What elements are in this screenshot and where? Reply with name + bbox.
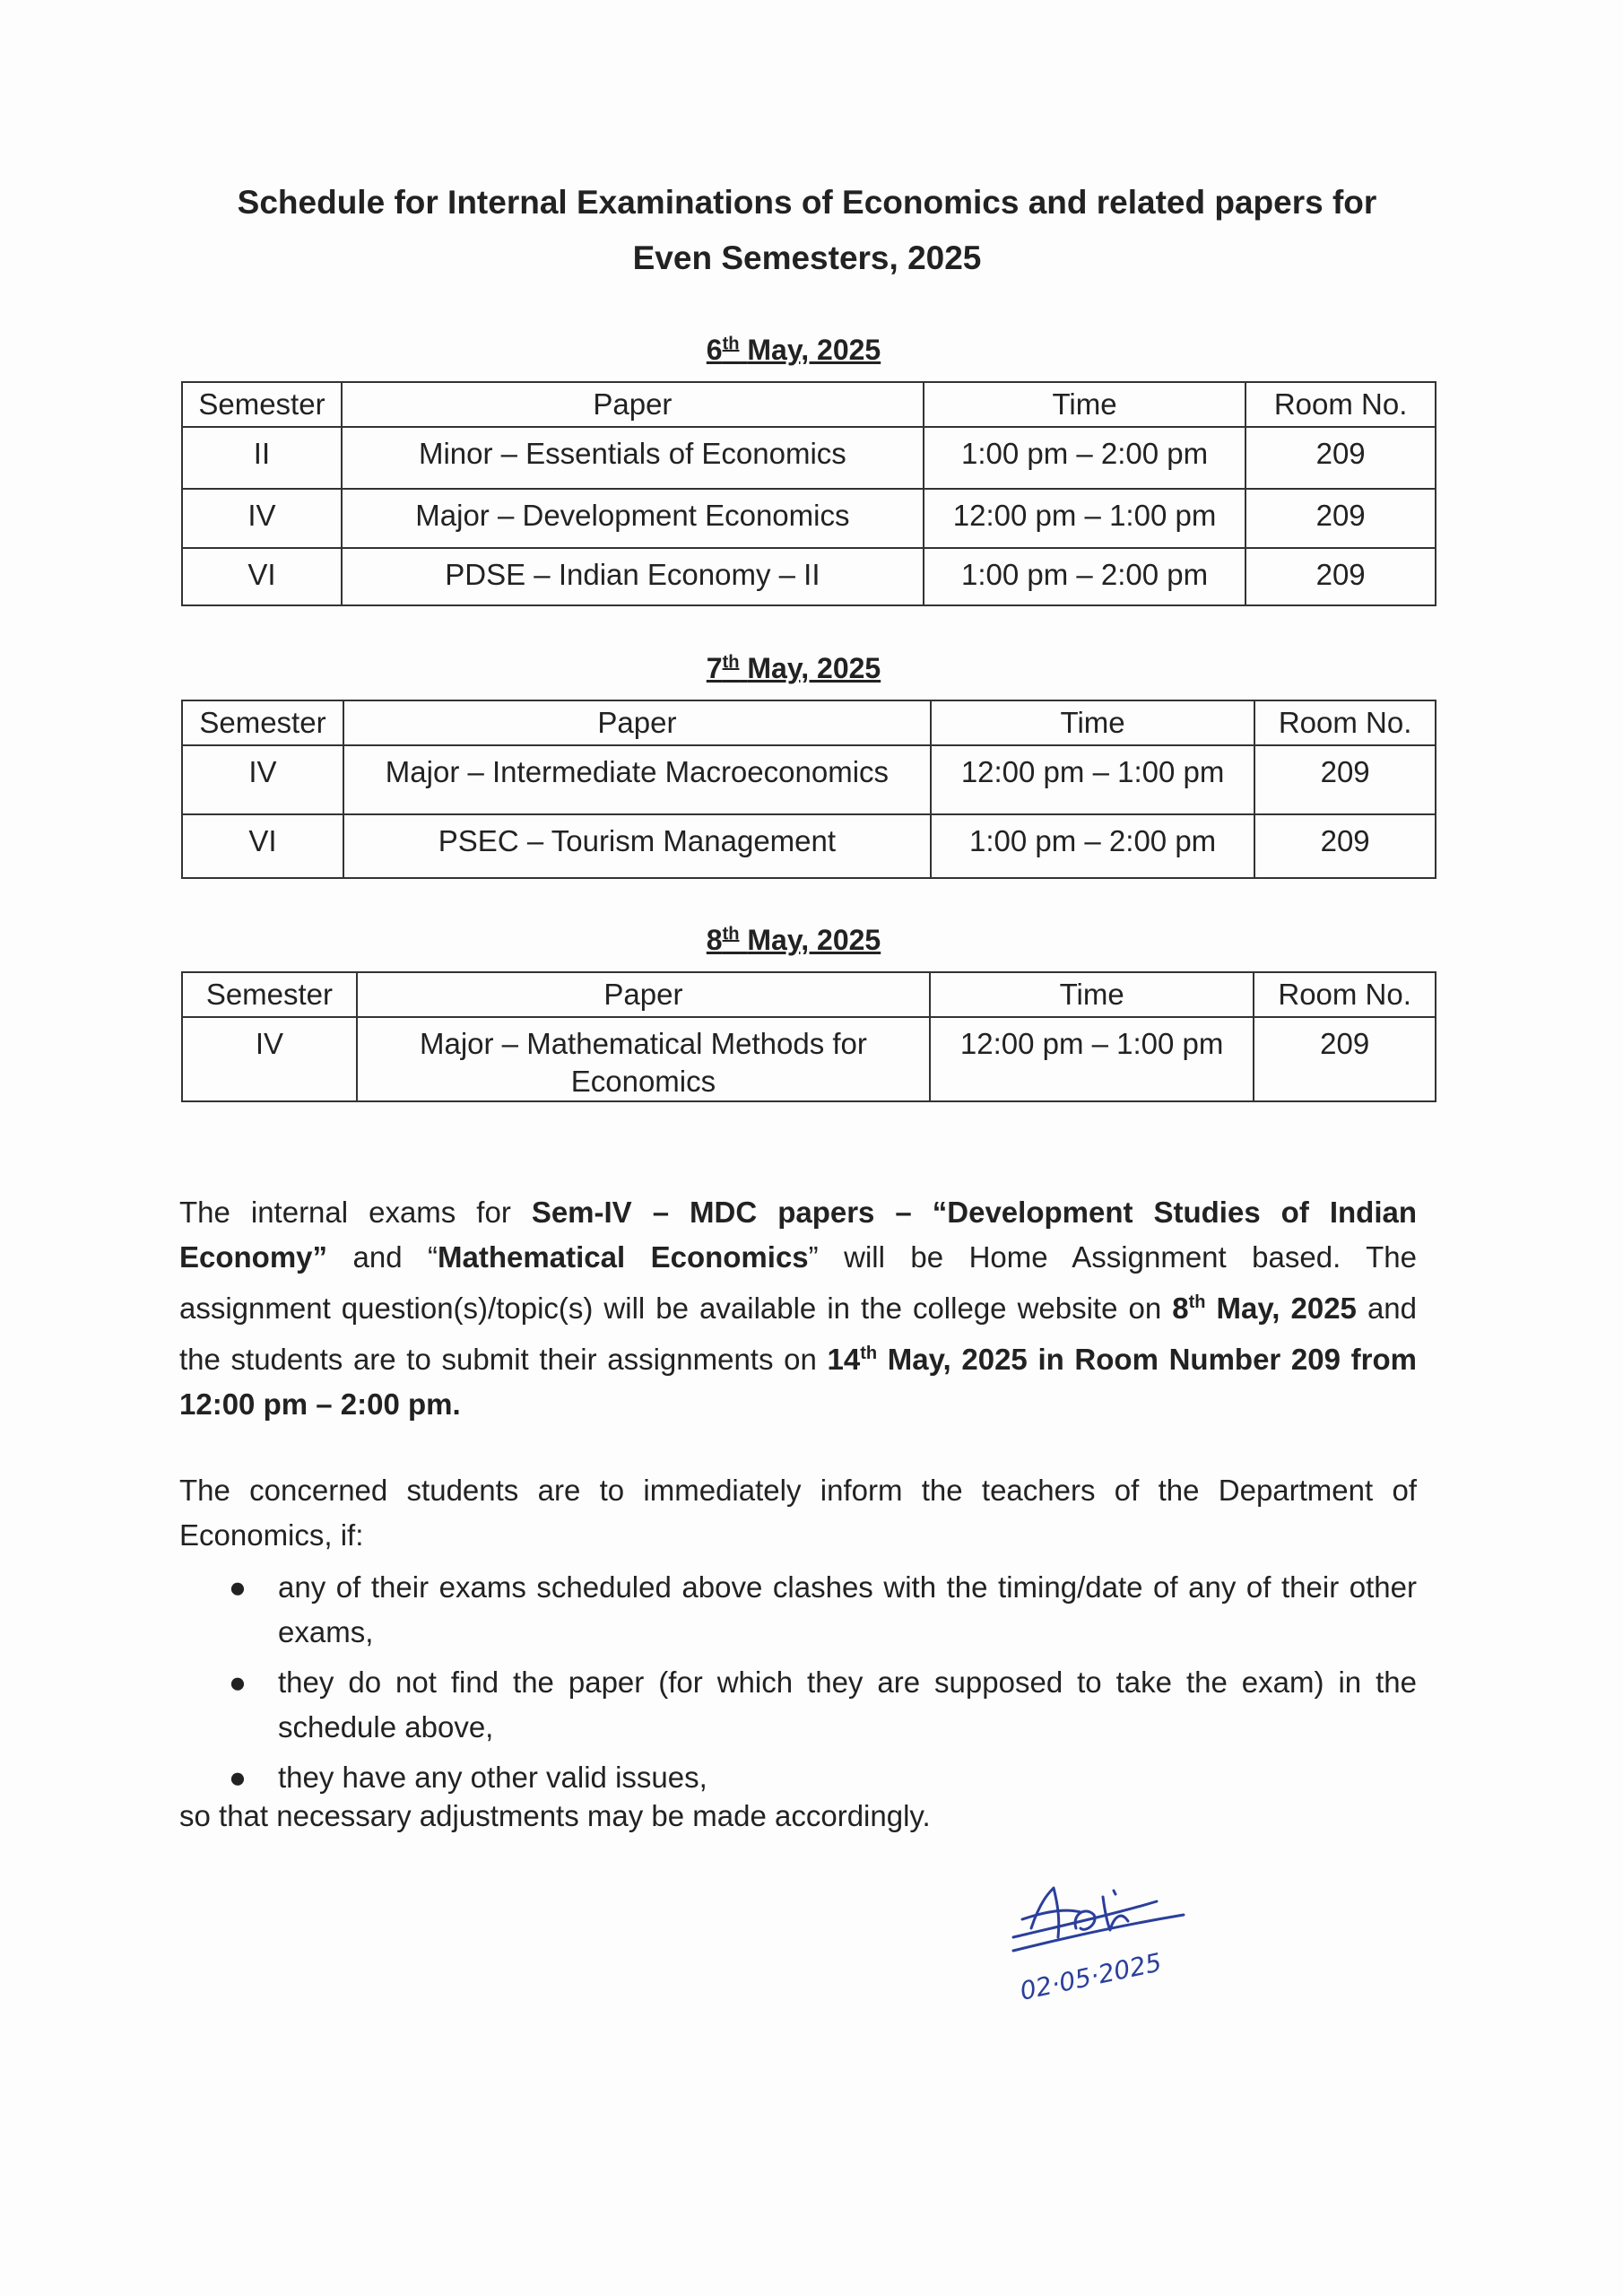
cell-time: 1:00 pm – 2:00 pm bbox=[931, 814, 1254, 878]
header-room: Room No. bbox=[1254, 700, 1436, 745]
table-row bbox=[182, 1017, 1436, 1101]
table-header-row bbox=[182, 700, 1436, 745]
cell-paper: PSEC – Tourism Management bbox=[343, 814, 931, 878]
header-paper: Paper bbox=[343, 700, 931, 745]
table-header-row bbox=[182, 382, 1436, 427]
cell-paper: PDSE – Indian Economy – II bbox=[342, 548, 924, 605]
schedule-table-day-2 bbox=[181, 700, 1436, 879]
header-semester: Semester bbox=[182, 382, 342, 427]
cell-semester: VI bbox=[182, 814, 343, 878]
svg-text:02·05·2025: 02·05·2025 bbox=[1017, 1947, 1165, 2006]
date-day: 6 bbox=[706, 334, 723, 366]
cell-time: 12:00 pm – 1:00 pm bbox=[931, 745, 1254, 814]
header-paper: Paper bbox=[357, 972, 930, 1017]
cell-semester: VI bbox=[182, 548, 342, 605]
cell-semester: IV bbox=[182, 1017, 357, 1101]
table-header-row bbox=[182, 972, 1436, 1017]
issue-list bbox=[224, 1565, 1417, 1805]
cell-paper: Major – Intermediate Macroeconomics bbox=[343, 745, 931, 814]
list-item: ● they do not find the paper (for which they are supposed to take the exam) in the schedule above, bbox=[224, 1660, 1417, 1750]
inform-intro: The concerned students are to immediately inform the teachers of the Department of Economics, if: bbox=[179, 1474, 1417, 1552]
bullet-icon: ● bbox=[229, 1570, 247, 1604]
header-time: Time bbox=[924, 382, 1245, 427]
notice-text: and “ bbox=[327, 1240, 438, 1274]
header-time: Time bbox=[931, 700, 1254, 745]
notice-bold-mdc: Sem-IV – MDC papers – “Development Studies of Indian Economy” bbox=[179, 1196, 1417, 1274]
list-item: ● they have any other valid issues, bbox=[224, 1755, 1417, 1800]
date-rest: May, 2025 bbox=[747, 652, 881, 684]
date-heading-day-3 bbox=[614, 924, 973, 957]
header-semester: Semester bbox=[182, 700, 343, 745]
date-suffix: th bbox=[722, 334, 740, 354]
date-rest: May, 2025 bbox=[747, 924, 881, 956]
handwritten-signature bbox=[995, 1866, 1282, 2045]
bullet-icon: ● bbox=[229, 1761, 247, 1794]
cell-room: 209 bbox=[1245, 548, 1436, 605]
header-room: Room No. bbox=[1245, 382, 1436, 427]
table-row bbox=[182, 489, 1436, 548]
schedule-table-day-3 bbox=[181, 971, 1436, 1102]
date-heading-day-2 bbox=[614, 652, 973, 685]
date-day: 7 bbox=[706, 652, 723, 684]
table-row bbox=[182, 745, 1436, 814]
cell-time: 12:00 pm – 1:00 pm bbox=[930, 1017, 1254, 1101]
cell-paper: Major – Development Economics bbox=[342, 489, 924, 548]
date-suffix: th bbox=[722, 652, 740, 673]
cell-room: 209 bbox=[1254, 745, 1436, 814]
cell-paper: Minor – Essentials of Economics bbox=[342, 427, 924, 489]
header-room: Room No. bbox=[1254, 972, 1436, 1017]
table-row bbox=[182, 814, 1436, 878]
cell-room: 209 bbox=[1245, 489, 1436, 548]
list-item: ● any of their exams scheduled above clashes with the timing/date of any of their other exams, bbox=[224, 1565, 1417, 1655]
date-day: 8 bbox=[706, 924, 723, 956]
cell-room: 209 bbox=[1254, 1017, 1436, 1101]
assignment-notice bbox=[179, 1190, 1417, 1427]
notice-bold-math: Mathematical Economics bbox=[438, 1240, 809, 1274]
cell-room: 209 bbox=[1245, 427, 1436, 489]
table-row bbox=[182, 548, 1436, 605]
header-paper: Paper bbox=[342, 382, 924, 427]
cell-semester: IV bbox=[182, 745, 343, 814]
notice-text: The internal exams for bbox=[179, 1196, 532, 1229]
cell-time: 12:00 pm – 1:00 pm bbox=[924, 489, 1245, 548]
document-title-line-1: Schedule for Internal Examinations of Economics and related papers for bbox=[237, 184, 1377, 221]
cell-paper: Major – Mathematical Methods for Economics bbox=[357, 1017, 930, 1101]
cell-time: 1:00 pm – 2:00 pm bbox=[924, 548, 1245, 605]
cell-semester: II bbox=[182, 427, 342, 489]
notice-text: ” will be Home Assignment based. The assignment question(s)/topic(s) will be available in the college website on bbox=[179, 1240, 1417, 1325]
notice-bold-submission: 14th May, 2025 in Room Number 209 from 12:00 pm – 2:00 pm. bbox=[179, 1343, 1417, 1421]
date-heading-day-1 bbox=[614, 334, 973, 367]
header-semester: Semester bbox=[182, 972, 357, 1017]
closing-line: so that necessary adjustments may be made accordingly. bbox=[179, 1799, 931, 1832]
cell-semester: IV bbox=[182, 489, 342, 548]
header-time: Time bbox=[930, 972, 1254, 1017]
cell-time: 1:00 pm – 2:00 pm bbox=[924, 427, 1245, 489]
date-suffix: th bbox=[722, 924, 740, 944]
document-title-line-2: Even Semesters, 2025 bbox=[632, 239, 982, 276]
notice-text: and the students are to submit their assignments on bbox=[179, 1292, 1418, 1376]
schedule-table-day-1 bbox=[181, 381, 1436, 606]
notice-bold-date-available: 8th May, 2025 bbox=[1172, 1292, 1357, 1325]
cell-room: 209 bbox=[1254, 814, 1436, 878]
bullet-icon: ● bbox=[229, 1665, 247, 1699]
table-row bbox=[182, 427, 1436, 489]
date-rest: May, 2025 bbox=[747, 334, 881, 366]
